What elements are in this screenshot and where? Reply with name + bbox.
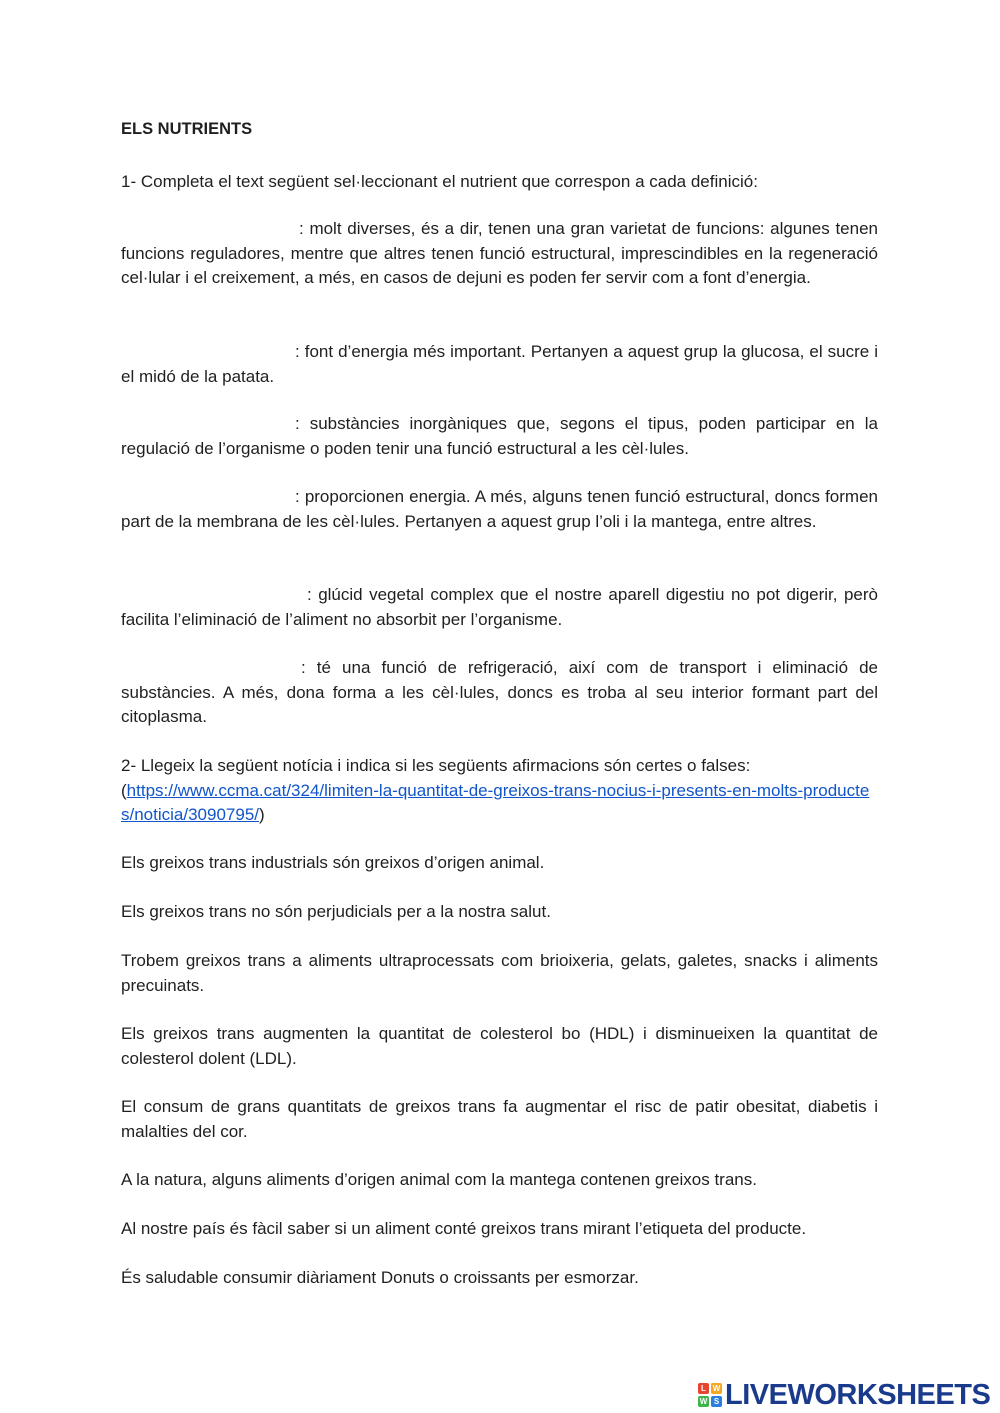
question-2-intro [121, 754, 878, 828]
statement[interactable]: És saludable consumir diàriament Donuts o croissants per esmorzar. [121, 1268, 639, 1287]
statement[interactable]: Els greixos trans augmenten la quantitat de colesterol bo (HDL) i disminueixen la quantitat de colesterol dolent (LDL). [121, 1024, 878, 1068]
definition-item [121, 485, 878, 534]
link-paren: ( [121, 780, 127, 800]
definition-item [121, 583, 878, 632]
news-link[interactable]: https://www.ccma.cat/324/limiten-la-quantitat-de-greixos-trans-nocius-i-presents-en-molts-productes/noticia/3090795/ [121, 780, 870, 824]
definition-text: : glúcid vegetal complex que el nostre aparell digestiu no pot digerir, però facilita l’eliminació de l’aliment no absorbit per l’organisme. [121, 585, 878, 629]
definition-text: : proporcionen energia. A més, alguns tenen funció estructural, doncs formen part de la membrana de les cèl·lules. Pertanyen a aquest grup l’oli i la mantega, entre altres. [121, 487, 878, 531]
definition-item [121, 340, 878, 389]
statement[interactable]: Trobem greixos trans a aliments ultraprocessats com brioixeria, gelats, galetes, snacks i aliments precuinats. [121, 951, 878, 995]
definition-text: : substàncies inorgàniques que, segons el tipus, poden participar en la regulació de l’organisme o poden tenir una funció estructural a les cèl·lules. [121, 414, 878, 458]
statement[interactable]: Els greixos trans no són perjudicials per a la nostra salut. [121, 902, 551, 921]
answer-blank[interactable] [121, 342, 295, 360]
answer-blank[interactable] [121, 487, 295, 505]
definition-item [121, 217, 878, 291]
page-title: ELS NUTRIENTS [121, 120, 253, 138]
answer-blank[interactable] [121, 585, 307, 603]
statement[interactable]: Al nostre país és fàcil saber si un aliment conté greixos trans mirant l’etiqueta del producte. [121, 1219, 807, 1238]
logo-icon: L W W S [699, 1384, 721, 1406]
definition-text: : molt diverses, és a dir, tenen una gran varietat de funcions: algunes tenen funcions reguladores, mentre que altres tenen funció estructural, imprescindibles en la regeneració cel·lular i el creixement, a més, en casos de dejuni es poden fer servir com a font d’energia. [121, 219, 878, 287]
question-1-intro: 1- Completa el text següent sel·leccionant el nutrient que correspon a cada definició: [121, 172, 758, 191]
liveworksheets-logo [698, 1378, 990, 1412]
definition-item [121, 656, 878, 730]
link-paren: ) [259, 805, 265, 824]
question-2-text: 2- Llegeix la següent notícia i indica si les següents afirmacions són certes o falses: [121, 756, 751, 775]
statement[interactable]: A la natura, alguns aliments d’origen animal com la mantega contenen greixos trans. [121, 1170, 757, 1189]
answer-blank[interactable] [121, 658, 301, 676]
statement[interactable]: Els greixos trans industrials són greixos d’origen animal. [121, 853, 545, 872]
definition-text: : font d’energia més important. Pertanyen a aquest grup la glucosa, el sucre i el midó de la patata. [121, 342, 878, 386]
logo-text: LIVEWORKSHEETS [725, 1378, 991, 1411]
statement[interactable]: El consum de grans quantitats de greixos trans fa augmentar el risc de patir obesitat, diabetis i malalties del cor. [121, 1097, 878, 1141]
answer-blank[interactable] [121, 219, 299, 237]
definition-item [121, 412, 878, 461]
definition-text: : té una funció de refrigeració, així com de transport i eliminació de substàncies. A més, dona forma a les cèl·lules, doncs es troba al seu interior formant part del citoplasma. [121, 658, 878, 726]
answer-blank[interactable] [121, 414, 295, 432]
